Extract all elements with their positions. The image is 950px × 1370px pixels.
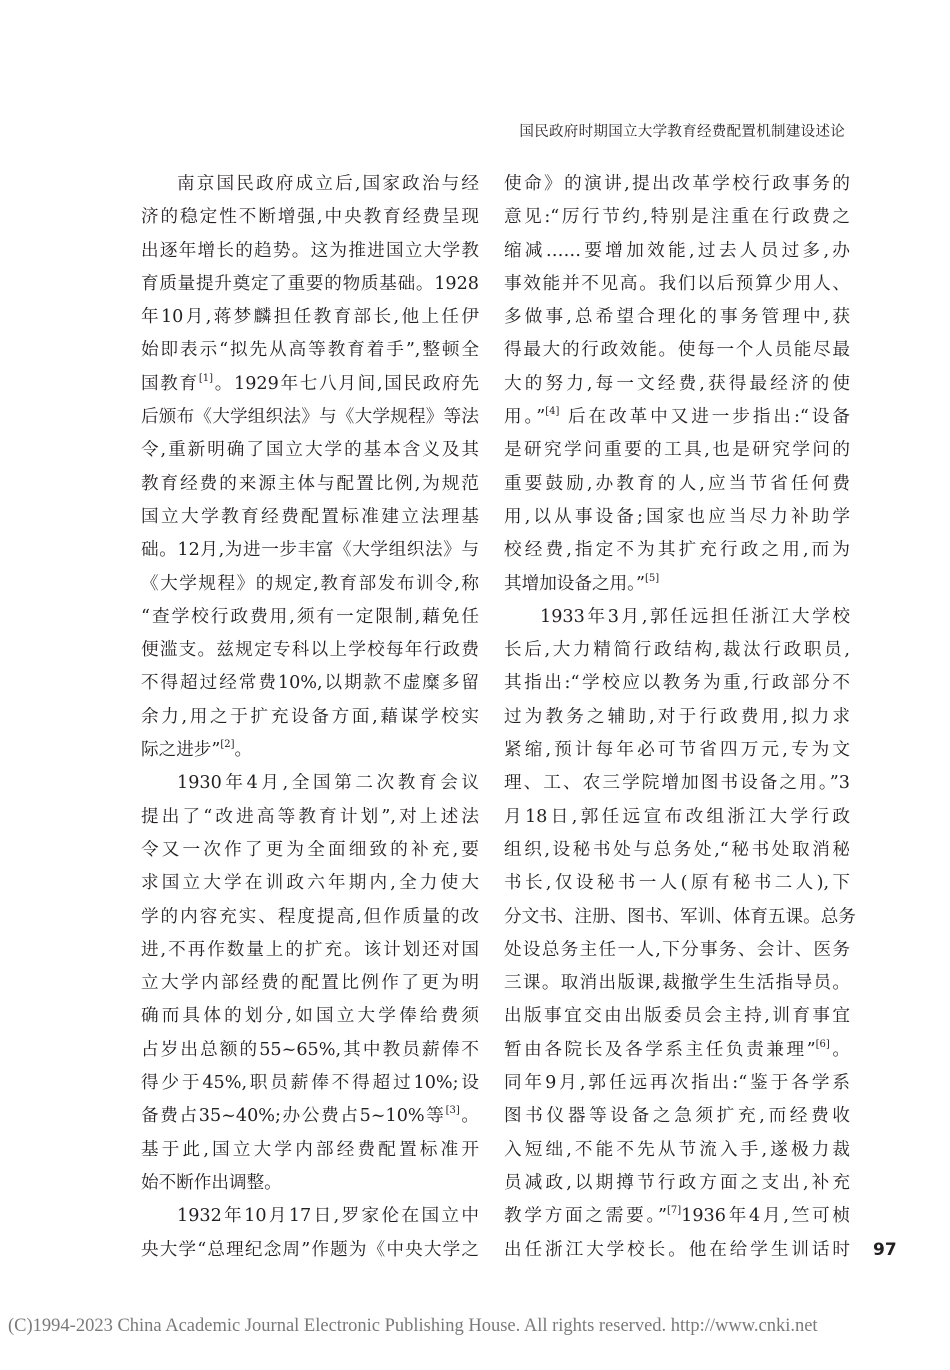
line-content	[141, 334, 479, 367]
text-line	[504, 1000, 850, 1033]
line-content	[141, 1000, 479, 1033]
line-text: 是研究学问重要的工具,也是研究学问的	[504, 440, 850, 461]
text-line	[141, 701, 479, 734]
line-content	[141, 1034, 479, 1067]
line-content	[141, 1234, 479, 1267]
line-text: 1933年3月,郭任远担任浙江大学校	[540, 606, 850, 627]
running-title: 国民政府时期国立大学教育经费配置机制建设述论	[519, 124, 845, 140]
line-content	[504, 1134, 850, 1167]
line-text: 其指出:“学校应以教务为重,行政部分不	[504, 673, 850, 694]
text-line	[141, 767, 479, 800]
line-text: 际之进步”	[141, 740, 221, 761]
text-line	[504, 734, 850, 767]
text-line	[141, 734, 479, 767]
line-content	[141, 601, 479, 634]
text-line	[504, 601, 850, 634]
line-content	[504, 468, 850, 501]
line-content	[504, 834, 850, 867]
text-line	[141, 901, 479, 934]
line-content	[141, 701, 479, 734]
line-text: 济的稳定性不断增强,中央教育经费呈现	[141, 207, 479, 228]
line-content	[504, 867, 850, 900]
text-line	[504, 1067, 850, 1100]
line-content	[504, 235, 850, 268]
line-content	[504, 767, 850, 800]
line-text: 缩减……要增加效能,过去人员过多,办	[504, 240, 850, 261]
line-content	[177, 168, 479, 201]
text-line	[504, 201, 850, 234]
citation-reference: [1]	[198, 372, 214, 384]
line-content	[141, 501, 479, 534]
line-content	[504, 1000, 850, 1033]
line-content	[504, 1067, 850, 1100]
text-line	[504, 867, 850, 900]
line-content	[504, 934, 850, 967]
line-text: 占岁出总额的55~65%,其中教员薪俸不	[141, 1039, 479, 1060]
line-content	[141, 901, 479, 934]
line-content	[141, 1100, 479, 1133]
citation-reference: [5]	[644, 572, 660, 584]
text-line	[504, 434, 850, 467]
line-content	[141, 1167, 479, 1200]
line-text: 入短绌,不能不先从节流入手,遂极力裁	[504, 1139, 850, 1160]
text-line	[141, 1100, 479, 1133]
line-text: 校经费,指定不为其扩充行政之用,而为	[504, 540, 850, 561]
line-text: 育质量提升奠定了重要的物质基础。1928	[141, 273, 479, 294]
text-line	[504, 634, 850, 667]
text-line	[504, 168, 850, 201]
line-text: 1930年4月,全国第二次教育会议	[177, 773, 479, 794]
line-text: 始不断作出调整。	[141, 1172, 282, 1193]
line-content	[141, 934, 479, 967]
line-content	[141, 734, 479, 767]
line-content	[504, 201, 850, 234]
line-text: 事效能并不见高。我们以后预算少用人、	[504, 273, 850, 294]
line-text: 教育经费的来源主体与配置比例,为规范	[141, 473, 479, 494]
line-content	[141, 834, 479, 867]
line-content	[141, 468, 479, 501]
line-text: 始即表示“拟先从高等教育着手”,整顿全	[141, 340, 479, 361]
text-line	[504, 1167, 850, 1200]
line-content	[177, 767, 479, 800]
line-content	[504, 368, 850, 401]
line-content	[504, 701, 850, 734]
line-text: 组织,设秘书处与总务处,“秘书处取消秘	[504, 839, 850, 860]
line-text: 出逐年增长的趋势。这为推进国立大学教	[141, 240, 479, 261]
line-text: 进,不再作数量上的扩充。该计划还对国	[141, 939, 479, 960]
line-text: 余力,用之于扩充设备方面,藉谋学校实	[141, 706, 479, 727]
line-content	[141, 401, 479, 434]
text-line	[141, 168, 479, 201]
line-text-continued: 。	[829, 1039, 850, 1060]
text-line	[504, 501, 850, 534]
text-line	[141, 1067, 479, 1100]
line-text: 得少于45%,职员薪俸不得超过10%;设	[141, 1073, 479, 1094]
line-content	[504, 667, 850, 700]
text-line	[504, 701, 850, 734]
text-line	[504, 235, 850, 268]
text-line	[141, 1000, 479, 1033]
line-content	[141, 201, 479, 234]
text-line	[141, 934, 479, 967]
line-text: 备费占35~40%;办公费占5~10%等	[141, 1106, 446, 1127]
line-text: 其增加设备之用。”	[504, 573, 645, 594]
line-content	[540, 601, 850, 634]
line-text: 多做事,总希望合理化的事务管理中,获	[504, 307, 850, 328]
text-line	[504, 568, 850, 601]
line-text-continued: 后在改革中又进一步指出:“设备	[559, 407, 850, 428]
right-column	[504, 168, 856, 1267]
citation-reference: [6]	[815, 1038, 830, 1050]
line-text: 暂由各院长及各学系主任负责兼理”	[504, 1039, 816, 1060]
text-line	[504, 368, 850, 401]
text-line	[141, 468, 479, 501]
line-text: 图书仪器等设备之急须扩充,而经费收	[504, 1106, 850, 1127]
line-text: 便滥支。兹规定专科以上学校每年行政费	[141, 640, 479, 661]
line-text: 教学方面之需要。”	[504, 1206, 667, 1227]
line-text: 础。12月,为进一步丰富《大学组织法》与	[141, 540, 479, 561]
text-line	[504, 1034, 850, 1067]
line-content	[504, 534, 850, 567]
line-content	[504, 1200, 850, 1233]
line-content	[504, 334, 850, 367]
text-line	[141, 501, 479, 534]
text-line	[504, 334, 850, 367]
line-content	[504, 801, 850, 834]
line-text: 三课。取消出版课,裁撤学生生活指导员。	[504, 973, 850, 994]
line-content	[504, 1100, 850, 1133]
line-text: 重要鼓励,办教育的人,应当节省任何费	[504, 473, 850, 494]
line-text: 立大学内部经费的配置比例作了更为明	[141, 973, 479, 994]
line-content	[141, 667, 479, 700]
text-line	[504, 1234, 850, 1267]
line-text: 提出了“改进高等教育计划”,对上述法	[141, 806, 479, 827]
text-line	[504, 834, 850, 867]
line-content	[504, 434, 850, 467]
line-text: 大的努力,每一文经费,获得最经济的使	[504, 373, 850, 394]
line-content	[504, 301, 850, 334]
line-content	[504, 967, 850, 1000]
line-content	[504, 901, 856, 934]
line-text: 求国立大学在训政六年期内,全力使大	[141, 873, 479, 894]
text-line	[141, 1134, 479, 1167]
line-content	[141, 568, 479, 601]
line-content	[504, 1034, 850, 1067]
line-text: 意见:“厉行节约,特别是注重在行政费之	[504, 207, 850, 228]
citation-reference: [7]	[667, 1205, 682, 1217]
line-content	[504, 401, 850, 434]
text-line	[141, 967, 479, 1000]
line-text: 书长,仅设秘书一人(原有秘书二人),下	[504, 873, 850, 894]
text-line	[504, 767, 850, 800]
text-line	[504, 1100, 850, 1133]
text-line	[141, 434, 479, 467]
line-text: 南京国民政府成立后,国家政治与经	[177, 174, 479, 194]
line-text-continued: 。	[459, 1106, 479, 1127]
line-content	[504, 501, 850, 534]
text-line	[504, 1134, 850, 1167]
line-text: 理、工、农三学院增加图书设备之用。”3	[504, 773, 850, 794]
text-line	[141, 834, 479, 867]
line-content	[504, 568, 850, 601]
line-text: 不得超过经常费10%,以期款不虚糜多留	[141, 673, 479, 694]
line-content	[504, 1167, 850, 1200]
line-text: 基于此,国立大学内部经费配置标准开	[141, 1139, 479, 1160]
text-line	[141, 1167, 479, 1200]
line-text: 紧缩,预计每年必可节省四万元,专为文	[504, 740, 850, 761]
text-line	[504, 667, 850, 700]
line-content	[141, 867, 479, 900]
line-text: “查学校行政费用,须有一定限制,藉免任	[141, 606, 479, 627]
line-text: 出版事宜交由出版委员会主持,训育事宜	[504, 1006, 850, 1027]
text-line	[141, 867, 479, 900]
text-line	[141, 301, 479, 334]
line-text: 得最大的行政效能。使每一个人员能尽最	[504, 340, 850, 361]
line-content	[141, 634, 479, 667]
line-content	[177, 1200, 479, 1233]
line-text: 1932年10月17日,罗家伦在国立中	[177, 1206, 479, 1227]
text-line	[141, 1234, 479, 1267]
text-line	[141, 334, 479, 367]
line-text: 员减政,以期撙节行政方面之支出,补充	[504, 1172, 850, 1193]
line-content	[141, 967, 479, 1000]
line-content	[141, 434, 479, 467]
text-line	[504, 268, 850, 301]
left-column	[141, 168, 479, 1267]
text-line	[141, 1034, 479, 1067]
line-text-continued: 。1929年七八月间,国民政府先	[213, 373, 479, 394]
line-text: 用,以从事设备;国家也应当尽力补助学	[504, 506, 850, 527]
line-content	[141, 235, 479, 268]
line-text: 使命》的演讲,提出改革学校行政事务的	[504, 174, 850, 194]
line-content	[141, 368, 479, 401]
text-line	[504, 934, 850, 967]
text-line	[504, 401, 850, 434]
line-text: 月18日,郭任远宣布改组浙江大学行政	[504, 806, 850, 827]
line-text-continued: 1936年4月,竺可桢	[681, 1206, 850, 1227]
text-line	[504, 1200, 850, 1233]
text-line	[141, 201, 479, 234]
line-text: 出任浙江大学校长。他在给学生训话时	[504, 1239, 850, 1260]
line-text: 长后,大力精简行政结构,裁汰行政职员,	[504, 640, 850, 661]
text-line	[141, 268, 479, 301]
line-content	[504, 634, 850, 667]
line-text: 年10月,蒋梦麟担任教育部长,他上任伊	[141, 307, 479, 328]
line-text: 国立大学教育经费配置标准建立法理基	[141, 506, 479, 527]
text-line	[141, 634, 479, 667]
text-line	[141, 1200, 479, 1233]
line-content	[504, 1234, 850, 1267]
text-line	[141, 568, 479, 601]
line-content	[141, 1067, 479, 1100]
text-line	[504, 301, 850, 334]
line-text: 分文书、注册、图书、军训、体育五课。总务	[504, 906, 856, 927]
line-content	[141, 268, 479, 301]
line-content	[504, 168, 850, 201]
line-text: 央大学“总理纪念周”作题为《中央大学之	[141, 1239, 479, 1260]
page-number: 97	[873, 1240, 897, 1260]
line-content	[141, 534, 479, 567]
line-text: 同年9月,郭任远再次指出:“鉴于各学系	[504, 1073, 850, 1094]
text-line	[141, 601, 479, 634]
text-line	[504, 801, 850, 834]
line-text: 学的内容充实、程度提高,但作质量的改	[141, 906, 479, 927]
line-content	[504, 734, 850, 767]
line-text: 过为教务之辅助,对于行政费用,拟力求	[504, 706, 850, 727]
line-content	[504, 268, 850, 301]
text-line	[141, 401, 479, 434]
line-content	[141, 301, 479, 334]
copyright-footer: (C)1994-2023 China Academic Journal Electronic Publishing House. All rights reserved. http://www.cnki.net	[8, 1316, 818, 1336]
line-text: 用。”	[504, 407, 546, 428]
text-line	[141, 368, 479, 401]
text-line	[504, 468, 850, 501]
citation-reference: [2]	[220, 739, 235, 751]
text-line	[141, 534, 479, 567]
text-line	[504, 967, 850, 1000]
text-line	[141, 235, 479, 268]
text-line	[504, 901, 856, 934]
line-text: 令又一次作了更为全面细致的补充,要	[141, 839, 479, 860]
text-line	[141, 667, 479, 700]
line-text: 确而具体的划分,如国立大学俸给费须	[141, 1006, 479, 1027]
line-content	[141, 1134, 479, 1167]
line-text: 《大学规程》的规定,教育部发布训令,称	[141, 573, 479, 594]
text-line	[141, 801, 479, 834]
citation-reference: [3]	[445, 1105, 460, 1117]
line-text: 国教育	[141, 373, 199, 394]
line-text: 令,重新明确了国立大学的基本含义及其	[141, 440, 479, 461]
line-text: 处设总务主任一人,下分事务、会计、医务	[504, 939, 850, 960]
line-text: 后颁布《大学组织法》与《大学规程》等法	[141, 407, 479, 428]
citation-reference: [4]	[545, 406, 560, 418]
line-content	[141, 801, 479, 834]
text-line	[504, 534, 850, 567]
line-text-continued: 。	[234, 740, 253, 761]
